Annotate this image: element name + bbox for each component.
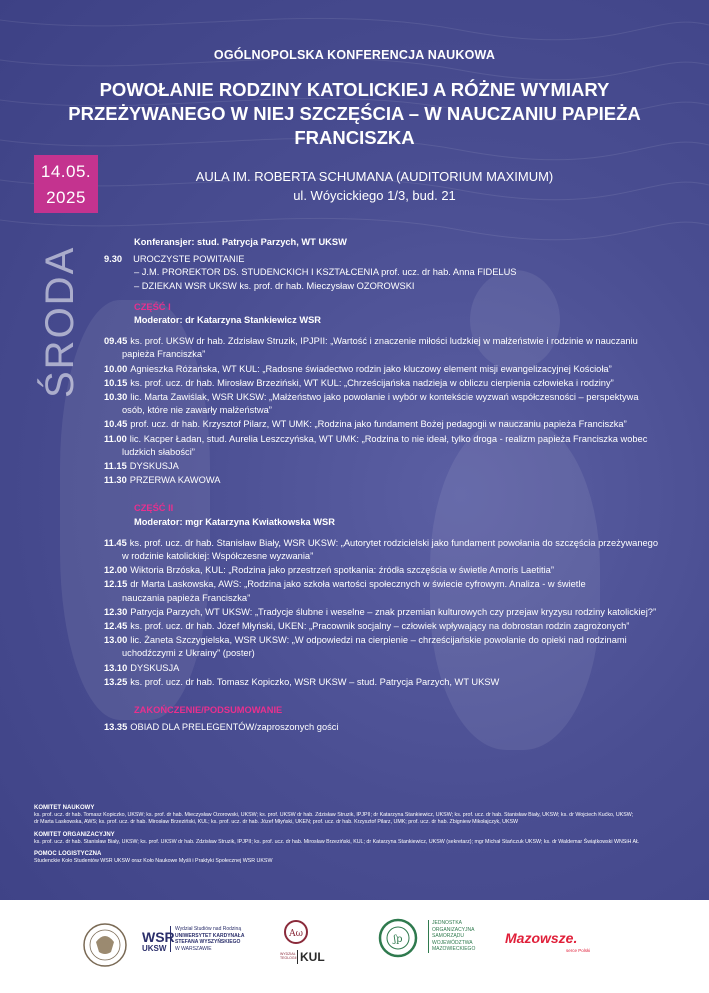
part2-item-time: 11.45 <box>104 537 127 548</box>
part1-item-text: ks. prof. ucz. dr hab. Mirosław Brzeziński, WT KUL: „Chrześcijańska nadzieja w obliczu cierpienia człowieka i rodziny” <box>130 377 614 388</box>
part2-moderator: Moderator: mgr Katarzyna Kwiatkowska WSR <box>134 516 335 527</box>
part2-item-text: ks. prof. ucz. dr hab. Stanisław Biały, WSR UKSW: „Autorytet rodzicielski jako fundament powołania do szczęścia przeżywanego <box>129 537 659 548</box>
wsr-name: WSR <box>142 929 175 945</box>
part1-moderator: Moderator: dr Katarzyna Stankiewicz WSR <box>134 315 322 326</box>
weekday-label: ŚRODA <box>38 245 82 398</box>
kul-name: KUL <box>297 950 325 964</box>
part1-item-continuation: ludzkich słabości” <box>122 446 195 457</box>
org-committee-title: KOMITET ORGANIZACYJNY <box>34 831 115 838</box>
opening-speaker-2: – DZIEKAN WSR UKSW ks. prof. dr hab. Mieczysław OZOROWSKI <box>134 280 415 291</box>
closing-time: 13.35 <box>104 722 128 733</box>
part2-item-text: Patrycja Parzych, WT UKSW: „Tradycje ślubne i weselne – znak przemian kulturowych czy przejaw kryzysu rodziny katolickiej?” <box>130 606 657 617</box>
host-line: Konferansjer: stud. Patrycja Parzych, WT UKSW <box>134 237 347 247</box>
part1-item-time: 10.15 <box>104 377 128 388</box>
opening-time: 9.30 <box>104 254 123 265</box>
wsr-desc-3: STEFANA WYSZYŃSKIEGO <box>175 939 241 945</box>
part2-item <box>104 676 684 689</box>
part2-item-time: 12.45 <box>104 621 128 632</box>
wsr-desc-4: W WARSZAWIE <box>175 945 212 952</box>
ipjp-description <box>428 920 475 953</box>
opening-title: UROCZYSTE POWITANIE <box>133 254 245 265</box>
mazowsze-sub: serce Polski <box>566 948 591 953</box>
opening-speaker-1: – J.M. PROREKTOR DS. STUDENCKICH I KSZTAŁCENIA prof. ucz. dr hab. Anna FIDELUS <box>134 267 517 278</box>
opening-block <box>104 253 684 293</box>
date-badge <box>34 155 98 213</box>
logistic-title: POMOC LOGISTYCZNA <box>34 851 102 858</box>
part1-label: CZĘŚĆ I <box>134 301 171 312</box>
svg-text:Αω: Αω <box>289 929 303 939</box>
part1-item-text: ks. prof. UKSW dr hab. Zdzisław Struzik, IPJPII: „Wartość i znaczenie miłości ludzkiej w małżeństwie i rodzinie w nauczaniu <box>130 336 638 347</box>
part2-item-time: 13.25 <box>104 676 128 687</box>
scientific-committee-title: KOMITET NAUKOWY <box>34 805 95 811</box>
closing-item <box>104 721 684 734</box>
ipjp-desc-5: MAZOWIECKIEGO <box>432 946 476 952</box>
kul-emblem-icon <box>283 918 309 948</box>
part1-item-time: 10.30 <box>104 392 128 403</box>
venue-hall: AULA IM. ROBERTA SCHUMANA (AUDITORIUM MAXIMUM) <box>195 169 554 184</box>
part2-item-time: 13.10 <box>104 662 128 673</box>
title-line-2: PRZEŻYWANEGO W NIEJ SZCZĘŚCIA – W NAUCZANIU PAPIEŻA <box>68 103 641 124</box>
date-year: 2025 <box>46 188 86 207</box>
part1-item <box>104 377 684 390</box>
part1-item <box>104 391 684 417</box>
part1-item <box>104 363 684 376</box>
part1-item-time: 11.15 <box>104 461 127 472</box>
part1-item-time: 11.00 <box>104 433 127 444</box>
part1-item <box>104 335 684 361</box>
page-title <box>40 78 669 150</box>
part1-item <box>104 460 684 473</box>
ipjp-seal-icon <box>378 918 418 958</box>
part2-item-text: dr Marta Laskowska, AWS: „Rodzina jako szkoła wartości społecznych w świecie cyfrowym. Analiza - w świetle <box>130 579 586 590</box>
part2-item <box>104 606 684 619</box>
part2-item <box>104 634 684 660</box>
conference-kicker: OGÓLNOPOLSKA KONFERENCJA NAUKOWA <box>213 48 496 62</box>
part2-item-continuation: nauczania papieża Franciszka” <box>122 592 251 603</box>
part2-item-continuation: uchodźczymi z Ukrainy” (poster) <box>122 648 255 659</box>
org-committee-line-1: ks. prof. ucz. dr hab. Stanisław Biały, UKSW; ks. prof. UKSW dr hab. Zdzisław Struzik, IPJPII; ks. prof. ucz. dr hab. Mirosław Brzeziński, KUL; dr Katarzyna Stankiewicz, UKSW (sekretarz); mgr Michał Stańczuk UKSW; ks. dr Waldemar Świątkowski WNSiH AŁ <box>34 838 640 845</box>
part2-item <box>104 662 684 675</box>
part1-item <box>104 433 684 459</box>
part2-item-time: 12.30 <box>104 606 128 617</box>
scientific-committee-line-2: dr Marta Laskowska, AWS; ks. prof. ucz. dr hab. Mirosław Brzeziński, KUL; ks. prof. ucz. dr hab. Józef Młyński, UKEN; prof. ucz. dr hab. Krzysztof Pilarz, UMK; prof. ucz. dr hab. Zbigniew Mikołajczyk, UKSW <box>34 819 519 826</box>
wsr-sub: UKSW <box>142 944 167 953</box>
svg-text:ʃp: ʃp <box>393 934 403 945</box>
part2-item <box>104 564 684 577</box>
part1-item-text: DYSKUSJA <box>129 461 179 472</box>
part1-item-time: 10.00 <box>104 363 128 374</box>
part2-item-text: DYSKUSJA <box>130 662 180 673</box>
ipjp-desc-3: SAMORZĄDU <box>432 933 464 939</box>
part2-item-continuation: w rodzinie katolickiej: Współczesne wyzwania” <box>122 551 314 562</box>
part1-list <box>104 335 684 487</box>
part2-item-text: lic. Żaneta Szczygielska, WSR UKSW: „W odpowiedzi na cierpienie – chrześcijańskie powołanie do opieki nad rodzinami <box>130 635 627 646</box>
part1-item-text: PRZERWA KAWOWA <box>129 475 221 486</box>
part2-item-time: 13.00 <box>104 635 128 646</box>
part1-item <box>104 474 684 487</box>
uksw-seal-icon <box>82 922 128 968</box>
part1-item-text: lic. Marta Zawiślak, WSR UKSW: „Małżeństwo jako powołanie i wybór w kontekście wyzwań współczesności – perspektywa <box>130 392 639 403</box>
part2-item-time: 12.15 <box>104 579 128 590</box>
wsr-desc-2: UNIWERSYTET KARDYNAŁA <box>175 932 245 939</box>
part2-item-time: 12.00 <box>104 565 128 576</box>
scientific-committee-line-1: ks. prof. ucz. dr hab. Tomasz Kopiczko, UKSW; ks. prof. dr hab. Mieczysław Ozorowski, UKSW; ks. prof. UKSW dr hab. Zdzisław Struzik, IPJPII; dr Katarzyna Stankiewicz, UKSW; ks. prof. ucz. dr hab. Stanisław Biały, UKSW; ks. dr Wojciech Kućko, UKSW; <box>34 812 634 819</box>
closing-label: ZAKOŃCZENIE/PODSUMOWANIE <box>134 705 283 716</box>
part1-item-text: Agnieszka Różańska, WT KUL: „Radosne świadectwo rodzin jako kluczowy element misji ewangelizacyjnej Kościoła” <box>130 363 612 374</box>
venue-address: ul. Wóycickiego 1/3, bud. 21 <box>293 188 456 203</box>
part1-item-text: prof. ucz. dr hab. Krzysztof Pilarz, WT UMK: „Rodzina jako fundament Bożej pedagogii w nauczaniu papieża Franciszka” <box>130 419 627 430</box>
committees <box>34 800 684 865</box>
title-line-1: POWOŁANIE RODZINY KATOLICKIEJ A RÓŻNE WYMIARY <box>99 79 610 100</box>
part2-item <box>104 578 684 604</box>
kul-sub: WYDZIAŁ TEOLOGII <box>280 952 297 960</box>
wsr-description <box>170 926 244 952</box>
ipjp-desc-4: WOJEWÓDZTWA <box>432 939 473 946</box>
part2-label: CZĘŚĆ II <box>134 503 174 514</box>
logo-bar <box>0 900 709 993</box>
part2-item-text: ks. prof. ucz. dr hab. Józef Młyński, UKEN: „Pracownik socjalny – człowiek wpływający na dobrostan rodzin zagrożonych” <box>130 621 630 632</box>
logistic-line-1: Studenckie Koło Studentów WSR UKSW oraz Koło Naukowe Myśli i Praktyki Społecznej WSR UKSW <box>34 858 273 865</box>
ipjp-desc-2: ORGANIZACYJNA <box>432 926 475 933</box>
part1-item-continuation: papieża Franciszka” <box>122 349 206 360</box>
part1-item-time: 09.45 <box>104 336 128 347</box>
mazowsze-logo: Mazowsze. <box>505 930 578 946</box>
title-line-3: FRANCISZKA <box>294 127 415 148</box>
date-day: 14.05. <box>40 162 92 181</box>
part2-item-text: ks. prof. ucz. dr hab. Tomasz Kopiczko, WSR UKSW – stud. Patrycja Parzych, WT UKSW <box>130 676 500 687</box>
part1-item-time: 10.45 <box>104 419 128 430</box>
wsr-desc-1: Wydział Studiów nad Rodziną <box>175 926 242 932</box>
part1-item <box>104 418 684 431</box>
part2-item-text: Wiktoria Brzóska, KUL: „Rodzina jako przestrzeń spotkania: źródła szczęścia w świetle Amoris Laetitia” <box>130 565 554 576</box>
part2-item <box>104 620 684 633</box>
venue <box>120 167 629 205</box>
part2-item <box>104 537 684 563</box>
part1-item-text: lic. Kacper Ładan, stud. Aurelia Leszczyńska, WT UMK: „Rodzina to nie ideał, tylko droga - realizm papieża Franciszka wobec <box>129 433 648 444</box>
agenda <box>104 236 684 735</box>
part1-item-time: 11.30 <box>104 475 127 486</box>
part2-list <box>104 537 684 689</box>
closing-text: OBIAD DLA PRELEGENTÓW/zaproszonych gości <box>130 722 339 733</box>
part1-item-continuation: osób, które nie zawarły małżeństwa” <box>122 405 272 416</box>
ipjp-desc-1: JEDNOSTKA <box>432 920 463 926</box>
